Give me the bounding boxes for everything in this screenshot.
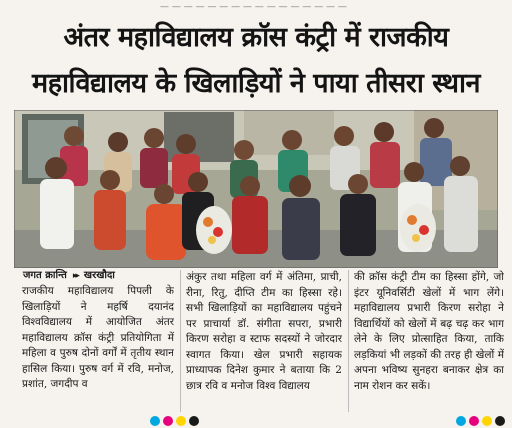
yellow-mark — [482, 416, 492, 426]
article-column-3: की क्रॉस कंट्री टीम का हिस्सा होंगे, जो इंटर यूनिवर्सिटी खेलों में भाग लेंगे। महाविद्यालय प्रभारी किरण सरोहा ने विद्यार्थियों को खेलों में बढ़ चढ़ कर भाग लेने के लिए प्रोत्साहित किया, ताकि लड़कियां भी लड़कों की तरह ही खेलों में अपना भविष्य सुनहरा बनाकर क्षेत्र का नाम रोशन कर सकें। — [354, 271, 504, 392]
byline-separator: ▸▸ — [72, 271, 78, 281]
team-photo — [14, 110, 498, 268]
headline-line-1: अंतर महाविद्यालय क्रॉस कंट्री में राजकीय — [63, 22, 449, 53]
headline-line-2: महाविद्यालय के खिलाड़ियों ने पाया तीसरा स्थान — [32, 68, 480, 99]
top-cut-strip: — — — — — — — — — — — — — — — — — [160, 2, 347, 12]
team-photo-illustration — [14, 110, 498, 268]
column-divider — [348, 270, 349, 412]
magenta-mark — [469, 416, 479, 426]
registration-marks-right — [456, 416, 505, 426]
article-column-2: अंकुर तथा महिला वर्ग में अंतिमा, प्राची, रीना, रितु, दीप्ति टीम का हिस्सा रहे। सभी खिलाड़ियों का महाविद्यालय पहुंचने पर प्राचार्या डॉ. संगीता सपरा, प्रभारी किरण सरोहा व स्टाफ सदस्यों ने जोरदार स्वागत किया। खेल प्रभारी सहायक प्राध्यापक दिनेश कुमार ने बताया कि 2 छात्र रवि व मनोज विश्व विद्यालय — [186, 271, 342, 392]
cyan-mark — [456, 416, 466, 426]
black-mark — [495, 416, 505, 426]
byline-place: खरखौदा — [83, 270, 115, 281]
black-mark — [189, 416, 199, 426]
byline-source: जगत क्रान्ति — [23, 270, 67, 281]
cyan-mark — [150, 416, 160, 426]
magenta-mark — [163, 416, 173, 426]
registration-marks-left — [150, 416, 199, 426]
column-divider — [180, 270, 181, 412]
yellow-mark — [176, 416, 186, 426]
byline — [23, 269, 115, 283]
article-column-1: राजकीय महाविद्यालय पिपली के खिलाड़ियों ने महर्षि दयानंद विश्वविद्यालय में आयोजित अंतर महाविद्यालय क्रॉस कंट्री प्रतियोगिता में महिला व पुरुष दोनों वर्गों में तृतीय स्थान हासिल किया। पुरुष वर्ग में रवि, मनोज, प्रशांत, जगदीप व — [22, 285, 174, 390]
